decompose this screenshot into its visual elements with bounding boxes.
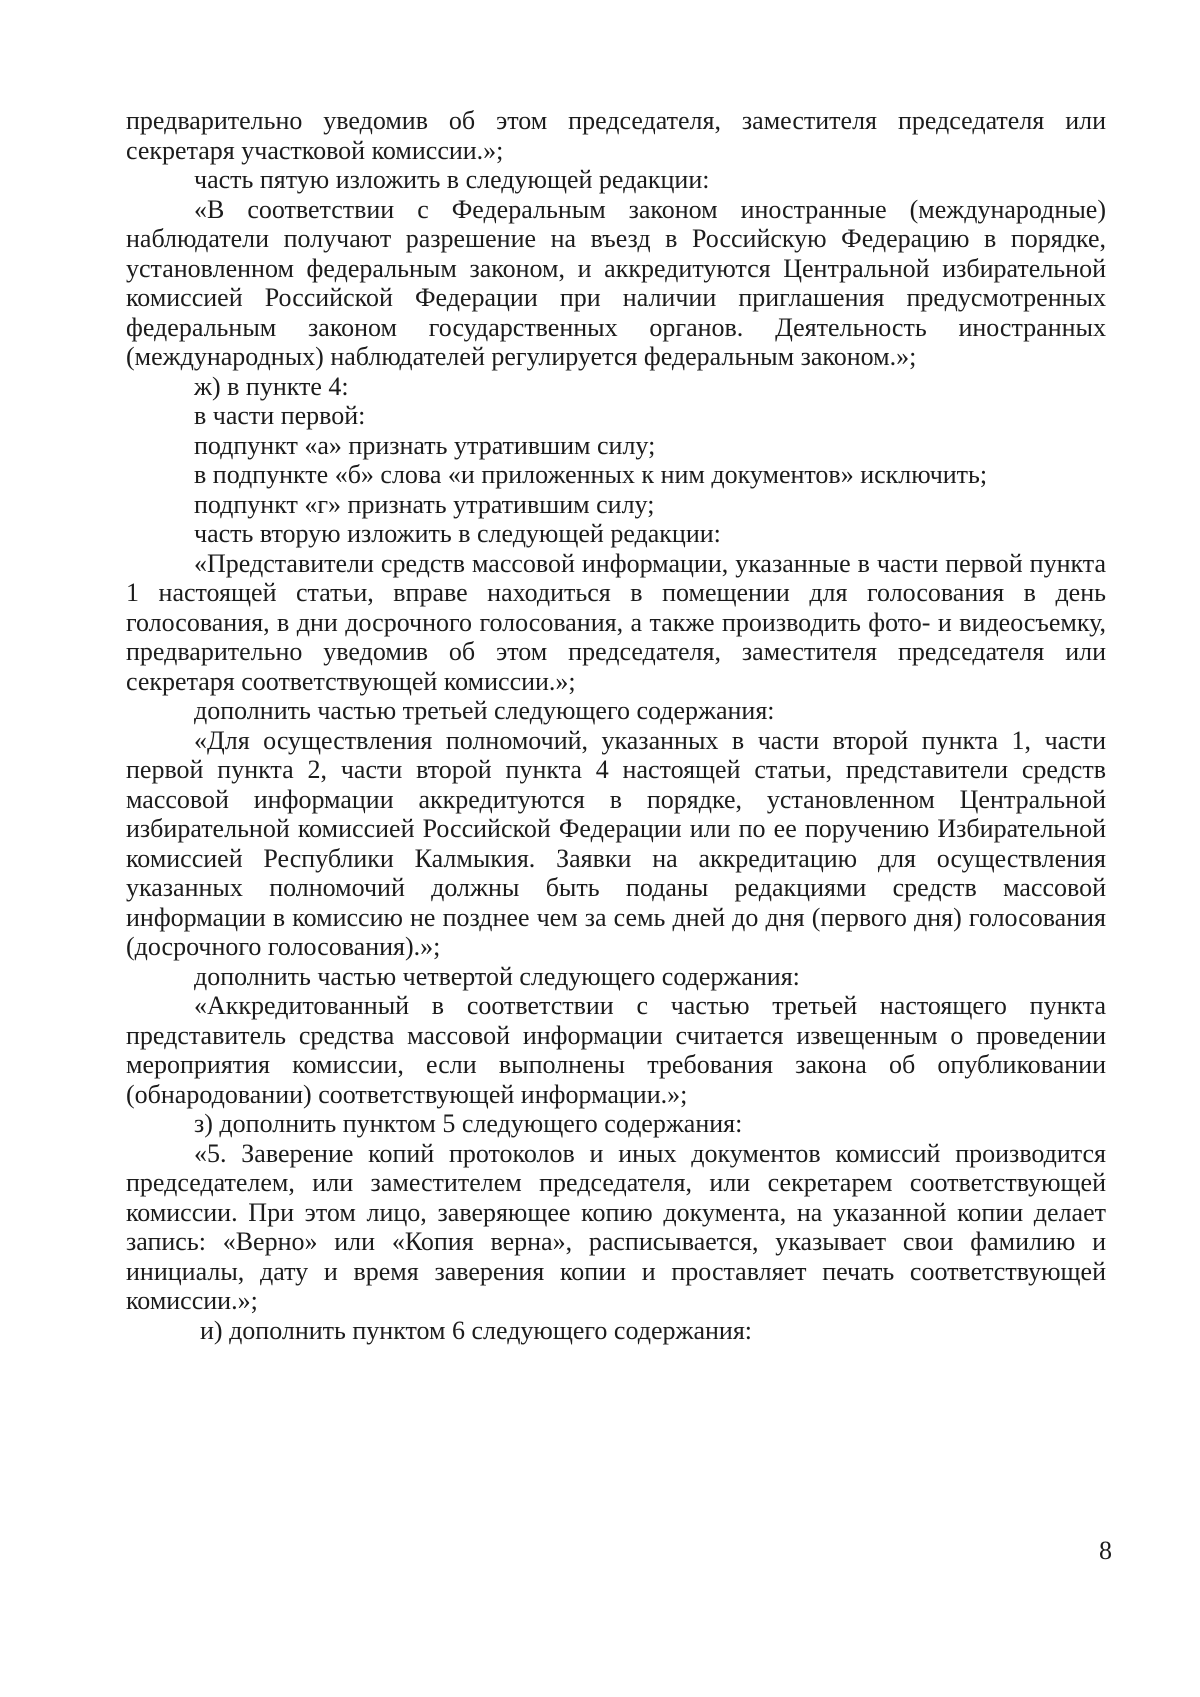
paragraph-part-five-intro: часть пятую изложить в следующей редакции: xyxy=(194,165,710,194)
paragraph-item-zh: ж) в пункте 4: xyxy=(194,371,349,401)
document-body xyxy=(126,106,1106,1345)
paragraph-part-four-intro: дополнить частью четвертой следующего содержания: xyxy=(194,961,800,991)
paragraph-continuation: предварительно уведомив об этом председателя, заместителя председателя или секретаря участковой комиссии.»; xyxy=(126,106,1106,165)
paragraph-part-one: в части первой: xyxy=(194,401,366,430)
paragraph-foreign-observers: «В соответствии с Федеральным законом иностранные (международные) наблюдатели получают разрешение на въезд в Российскую Федерацию в порядке, установленном федеральным законом, и аккредитуются Центральной избирательной комиссией Российской Федерации при наличии приглашения предусмотренных федеральным законом государственных органов. Деятельность иностранных (международных) наблюдателей регулируется федеральным законом.»; xyxy=(126,194,1106,371)
paragraph-subitem-g: подпункт «г» признать утратившим силу; xyxy=(194,489,655,519)
paragraph-part-two-intro: часть вторую изложить в следующей редакции: xyxy=(194,519,721,548)
paragraph-accredited-representative: «Аккредитованный в соответствии с частью третьей настоящего пункта представитель средства массовой информации считается извещенным о проведении мероприятия комиссии, если выполнены требования закона об опубликовании (обнародовании) соответствующей информации.»; xyxy=(126,991,1106,1109)
paragraph-item-i: и) дополнить пунктом 6 следующего содержания: xyxy=(200,1315,753,1345)
paragraph-subitem-b: в подпункте «б» слова «и приложенных к ним документов» исключить; xyxy=(194,460,988,489)
paragraph-item-z: з) дополнить пунктом 5 следующего содержания: xyxy=(194,1109,743,1138)
paragraph-media-accreditation: «Для осуществления полномочий, указанных в части второй пункта 1, части первой пункта 2, части второй пункта 4 настоящей статьи, представители средств массовой информации аккредитуются в порядке, установленном Центральной избирательной комиссией Российской Федерации или по ее поручению Избирательной комиссией Республики Калмыкия. Заявки на аккредитацию для осуществления указанных полномочий должны быть поданы редакциями средств массовой информации в комиссию не позднее чем за семь дней до дня (первого дня) голосования (досрочного голосования).»; xyxy=(126,725,1106,961)
paragraph-part-three-intro: дополнить частью третьей следующего содержания: xyxy=(194,696,775,725)
paragraph-subitem-a: подпункт «а» признать утратившим силу; xyxy=(194,430,656,460)
paragraph-media-representatives: «Представители средств массовой информации, указанные в части первой пункта 1 настоящей статьи, вправе находиться в помещении для голосования в день голосования, в дни досрочного голосования, а также производить фото- и видеосъемку, предварительно уведомив об этом председателя, заместителя председателя или секретаря соответствующей комиссии.»; xyxy=(126,548,1106,696)
paragraph-certification-of-copies: «5. Заверение копий протоколов и иных документов комиссий производится председателем, или заместителем председателя, или секретарем соответствующей комиссии. При этом лицо, заверяющее копию документа, на указанной копии делает запись: «Верно» или «Копия верна», расписывается, указывает свои фамилию и инициалы, дату и время заверения копии и проставляет печать соответствующей комиссии.»; xyxy=(126,1138,1106,1315)
page-number: 8 xyxy=(1099,1536,1112,1565)
